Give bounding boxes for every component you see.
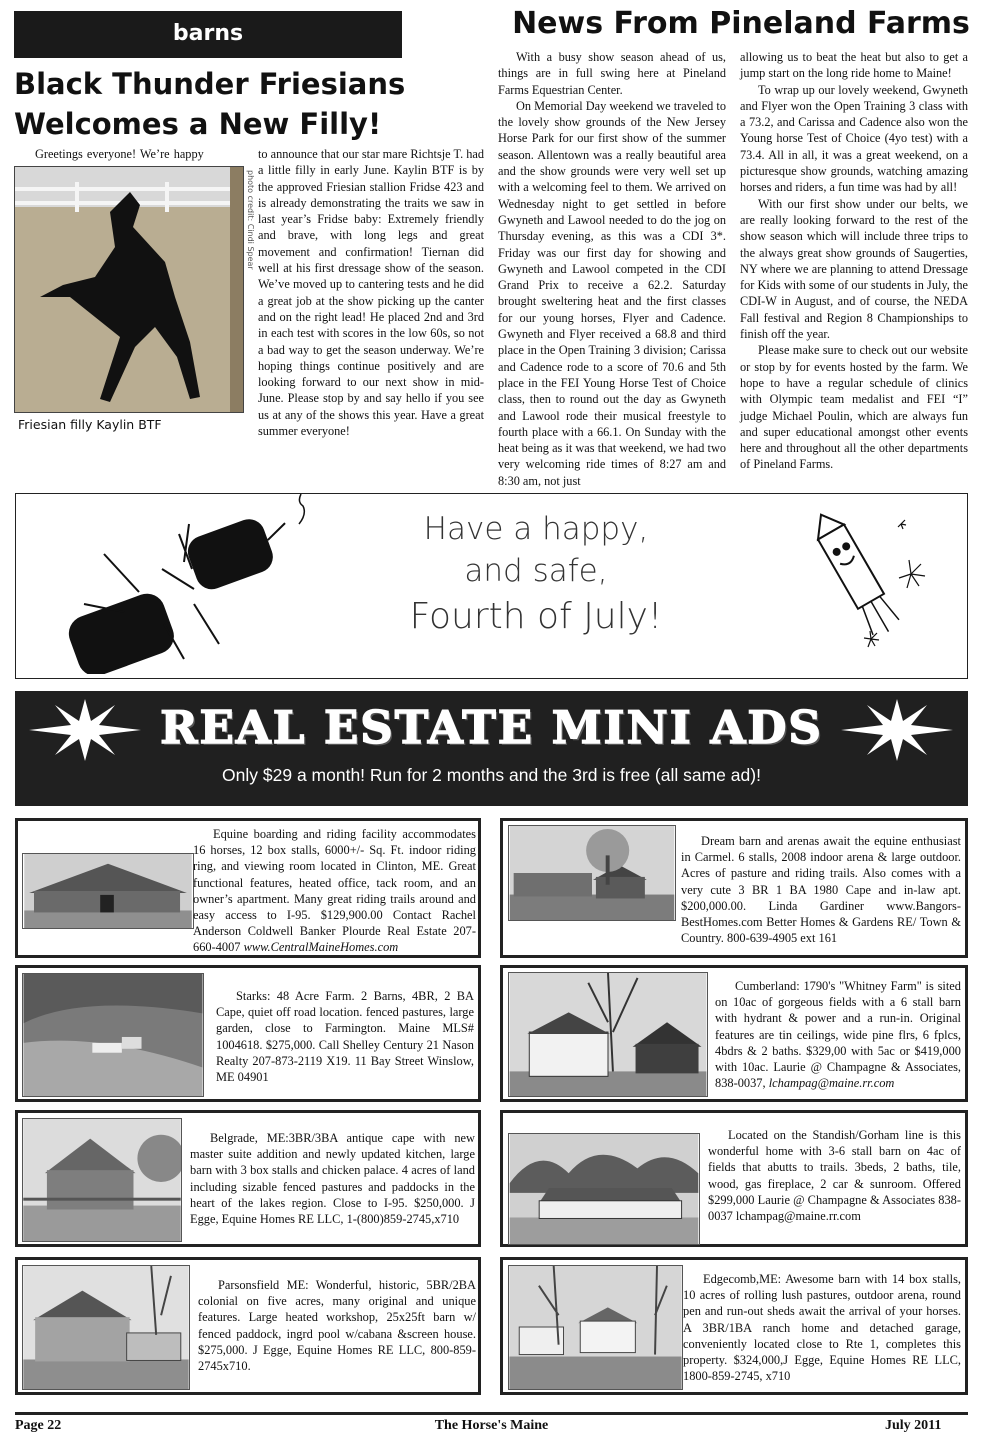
real-estate-ad (15, 1110, 481, 1247)
photo-caption: Friesian filly Kaylin BTF (18, 417, 162, 432)
filly-image (15, 167, 244, 413)
section-tag: barns (14, 11, 402, 58)
pineland-column-2: allowing us to beat the heat but also to get a jump start on the long ride home to Maine! To wrap up our lovely weekend, Gwyneth and Flyer won the Open Training 3 class with a 73.2, and Carissa and Cadence also won the Young horse Test of Choice (4yo test) with a 73.4. All in all, it was a great weekend, on a picturesque show grounds, watching amazing horses and riders, a fun time was had by all! With our first show under our belts, we are really looking forward to the rest of the show season which will include three trips to the always great show grounds of Saugerties, NY where we are planning to attend Dressage for Kids with some of our students in July, the CDI-W in August, and of course, the NEDA Fall festival and Region 8 Championships to finish off the year. Please make sure to check out our website or stop by for events hosted by the farm. We hope to have a regular schedule of clinics with Olympic team medalist and FEI “I” judge Michael Poulin, which are always fun and super educational amongst other events here and throughout all the other departments of Pineland Farms. (740, 50, 968, 472)
article-intro: Greetings everyone! We’re happy (35, 147, 204, 161)
ad-photo (508, 972, 708, 1097)
ad-link[interactable]: lchampag@maine.rr.com (768, 1076, 895, 1091)
ad-text: Belgrade, ME:3BR/3BA antique cape with new master suite addition and newly updated kitchen, large barn with 3 box stalls and chicken palace. 4 acres of land including sizable fenced pastures and paddocks in the heart of the lakes region. Close to I-95. $250,000. J Egge, Equine Homes RE LLC, 1-(800)859-2745,x710 (190, 1131, 475, 1227)
ad-text: Cumberland: 1790's "Whitney Farm" is sited on 10ac of gorgeous fields with a 6 stall barn with hydrant & power and a run-in. Original features are tin ceilings, wide pine flrs, 6 fplcs, 4bdrs & 2 baths. $329,00 with 5ac or $419,000 with 10ac. Laurie @ Champagne & Associates, 838-0037, lchampag@maine.rr.com (715, 979, 961, 1091)
photo-credit: photo credit: Cindi Spear (246, 170, 255, 270)
ad-text: Starks: 48 Acre Farm. 2 Barns, 4BR, 2 BA Cape, quiet off road location. fenced pastures, large garden, close to Farmington. Maine MLS# 1004618. $275,000. Call Shelley Century 21 Nason Realty 207-873-2119 X19. 11 Bay Street Winslow, ME 04901 (216, 989, 474, 1085)
real-estate-banner (15, 691, 968, 806)
july-line-1: Have a happy, (423, 511, 649, 547)
fourth-of-july-ad (15, 493, 968, 679)
headline-line-1: Black Thunder Friesians (14, 67, 406, 101)
ad-link[interactable]: www.CentralMaineHomes.com (243, 940, 399, 955)
ad-photo (22, 973, 204, 1097)
pineland-column-1: With a busy show season ahead of us, things are in full swing here at Pineland Farms Equestrian Center. On Memorial Day weekend we traveled to the lovely show grounds of the New Jersey Horse Park for our first show of the summer season. Allentown was a really beautiful area and the show grounds were very well set up with a welcoming feel to them. We arrived on Wednesday night to get settled in before Gwyneth and Lawool needed to do the jog on Thursday evening, as this was a CDI 3*. Friday was our first day for showing and Gwyneth and Lawool competed in the CDI Grand Prix to receive a 62.2. Saturday brought sweltering heat and the first classes for our young horses, Flyer and Cadence. Gwyneth and Flyer received a 68.8 and third place in the Open Training 3 division; Carissa and Cadence rode to a score of 70.6 and 5th place in the FEI Young Horse Test of Choice class, then to round out the day as Gwyneth and Lawool rode their musical freestyle to fourth place with a 66.1. On Sunday with the heat being as it was that weekend, we had two very welcoming ride times of 8:27 am and 8:30 am, not just (498, 50, 726, 488)
publication-name: The Horse's Maine (434, 1418, 549, 1433)
real-estate-ad (15, 1257, 481, 1395)
ad-photo (508, 1133, 700, 1245)
ad-photo (22, 1265, 190, 1390)
real-estate-ad (500, 1110, 968, 1247)
real-estate-ad (500, 965, 968, 1102)
real-estate-subtitle: Only $29 a month! Run for 2 months and the 3rd is free (all same ad)! (222, 765, 761, 785)
headline-line-2: Welcomes a New Filly! (14, 107, 382, 141)
july-line-3: Fourth of July! (409, 596, 663, 637)
ad-photo (22, 853, 194, 929)
filly-photo (14, 166, 244, 413)
page-number: Page 22 (15, 1418, 62, 1433)
pineland-headline: News From Pineland Farms (512, 6, 970, 41)
july-line-2: and safe, (464, 553, 608, 589)
ad-photo (22, 1118, 182, 1242)
ad-photo (508, 825, 676, 921)
ad-photo (508, 1265, 683, 1390)
firecracker-icon (44, 494, 314, 674)
july-greeting (326, 508, 746, 642)
real-estate-ad (15, 818, 481, 958)
real-estate-ad (500, 1257, 968, 1395)
ad-text: Equine boarding and riding facility accommodates 16 horses, 12 box stalls, 6000+/- Sq. Ft. indoor riding ring, and viewing room located in Clinton, ME. Great functional features, heated office, tack room, and an owner’s apartment. Many great riding trails around and easy access to I-95. $129,900.00 Contact Rachel Anderson Coldwell Banker Plourde Real Estate 207-660-4007 www.CentralMaineHomes.com (193, 827, 476, 955)
real-estate-ad (15, 965, 481, 1102)
issue-date: July 2011 (885, 1418, 942, 1433)
rocket-icon (801, 504, 951, 674)
article-column-2: to announce that our star mare Richtsje T. had a little filly in early June. Kaylin BTF is by the approved Friesian stallion Fridse 423 and is already demonstrating the traits we saw in last year’s Fridse baby: Extremely friendly and brave, with long legs and great movement and confirmation! Tiernan did well at his first dressage show of the season. We’ve moved up to cantering tests and he did a great job at the show picking up the canter and on the right lead! He placed 2nd and 3rd in each test with scores in the low 60s, so not a bad way to get the season underway. We’re hoping things continue positively and are looking forward to our next show in mid-June. Please stop by and say hello if you see us at any of the shows this year. Have a great summer everyone! (258, 147, 484, 439)
real-estate-title: REAL ESTATE MINI ADS (160, 701, 823, 754)
article-headline (14, 64, 414, 144)
ad-text: Dream barn and arenas await the equine enthusiast in Carmel. 6 stalls, 2008 indoor arena & large outdoor. Acres of pasture and riding trails. Also comes with a very cute 3 BR 1 BA 1980 Cape and in-law apt. $200,000.00. Linda Gardiner www.Bangors-BestHomes.com Better Homes & Gardens RE/ Town & Country. 800-639-4905 ext 161 (681, 834, 961, 946)
real-estate-ad (500, 818, 968, 958)
ad-text: Located on the Standish/Gorham line is this wonderful home with 3-6 stall barn on 4ac of fields that abutts to trails. 3beds, 2 baths, tile, wood, gas fireplace, 2 car & sunroom. Offered $299,000 Laurie @ Champagne & Associates 838-0037 lchampag@maine.rr.com (708, 1128, 961, 1224)
ad-text: Edgecomb,ME: Awesome barn with 14 box stalls, 10 acres of rolling lush pastures, outdoor arena, round pen and run-out sheds await the arrival of your horses. A 3BR/1BA ranch home and detached garage, conveniently located close to Rte 1, completes this property. $324,000,J Egge, Equine Homes RE LLC, 1800-859-2745, x710 (683, 1272, 961, 1384)
footer-rule (15, 1412, 968, 1415)
ad-text: Parsonsfield ME: Wonderful, historic, 5BR/2BA colonial on five acres, many original and unique features. Large heated workshop, 25x25ft barn w/ fenced paddock, ingrd pool w/cabana &screen house. $275,000. J Egge, Equine Homes RE LLC, 800-859-2745x710. (198, 1278, 476, 1374)
